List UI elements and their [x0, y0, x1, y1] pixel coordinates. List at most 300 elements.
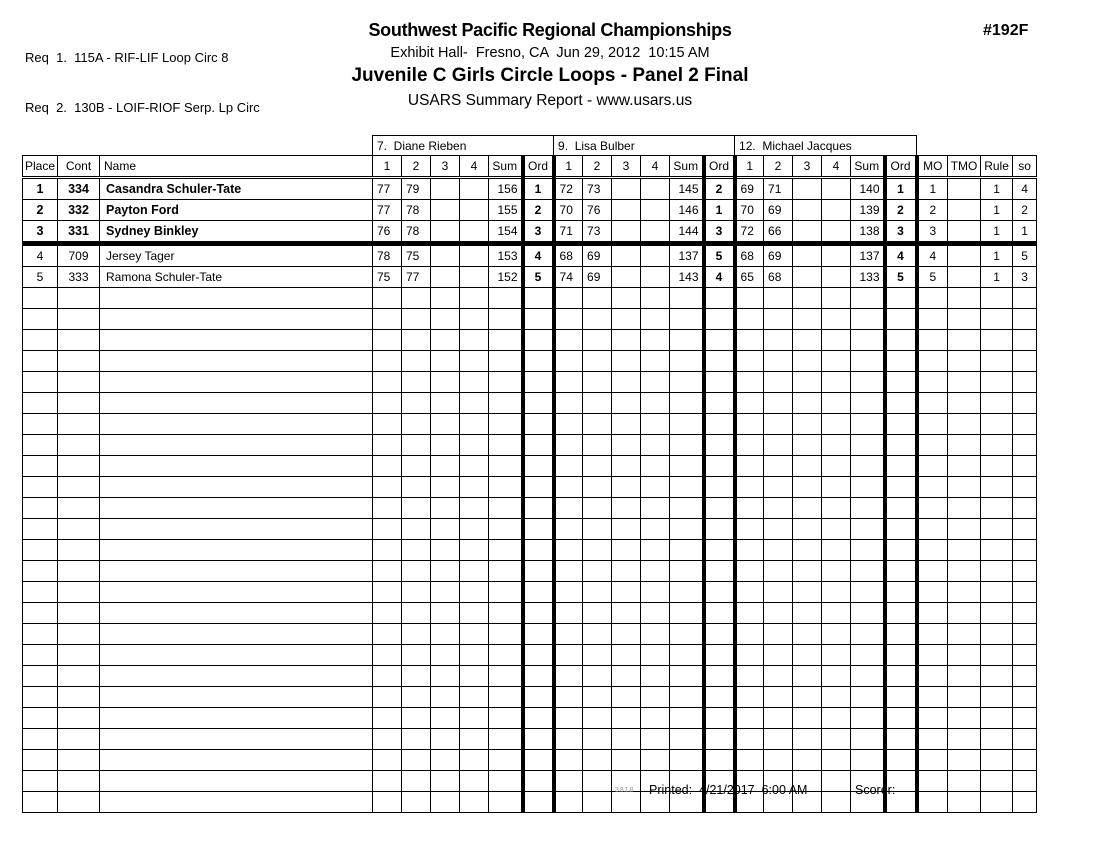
- cell-ord: 4: [523, 244, 554, 267]
- cell-rule: [981, 540, 1013, 561]
- cell-mo: [917, 414, 948, 435]
- cell-cont: [58, 687, 100, 708]
- cell-score: [373, 645, 402, 666]
- cell-mo: 1: [917, 178, 948, 200]
- cell-score: [583, 309, 612, 330]
- empty-row: [23, 708, 1037, 729]
- cell-name: [100, 456, 373, 477]
- cell-score: [612, 708, 641, 729]
- cell-score: [460, 561, 489, 582]
- cell-sum: 138: [851, 221, 885, 244]
- cell-ord: [885, 456, 917, 477]
- cell-ord: [523, 666, 554, 687]
- cell-score: [764, 435, 793, 456]
- cell-score: [822, 244, 851, 267]
- cell-ord: [704, 750, 735, 771]
- cell-score: [822, 771, 851, 792]
- cell-mo: [917, 498, 948, 519]
- cell-so: [1013, 792, 1037, 813]
- cell-sum: [489, 708, 523, 729]
- cell-score: [612, 178, 641, 200]
- cell-ord: 2: [885, 200, 917, 221]
- cell-ord: [704, 414, 735, 435]
- cell-score: [373, 603, 402, 624]
- cell-rule: [981, 288, 1013, 309]
- column-header-judge3-3: 3: [793, 156, 822, 178]
- cell-cont: [58, 351, 100, 372]
- column-header-name: Name: [100, 156, 373, 178]
- cell-score: [641, 288, 670, 309]
- empty-row: [23, 414, 1037, 435]
- cell-score: [822, 666, 851, 687]
- cell-sum: [670, 435, 704, 456]
- cell-score: [554, 414, 583, 435]
- cell-score: [793, 435, 822, 456]
- cell-sum: [851, 351, 885, 372]
- cell-name: Sydney Binkley: [100, 221, 373, 244]
- cell-score: [431, 178, 460, 200]
- cell-score: [373, 771, 402, 792]
- cell-sum: [851, 666, 885, 687]
- cell-score: [641, 178, 670, 200]
- cell-score: [431, 498, 460, 519]
- cell-place: [23, 519, 58, 540]
- cell-score: [822, 309, 851, 330]
- cell-sum: [670, 603, 704, 624]
- cell-score: [460, 309, 489, 330]
- cell-rule: [981, 498, 1013, 519]
- cell-score: [793, 288, 822, 309]
- cell-score: [641, 221, 670, 244]
- cell-sum: [489, 561, 523, 582]
- column-header-judge2-1: 1: [554, 156, 583, 178]
- cell-ord: [885, 666, 917, 687]
- column-header-judge3-1: 1: [735, 156, 764, 178]
- cell-ord: 1: [704, 200, 735, 221]
- cell-score: [822, 178, 851, 200]
- cell-place: [23, 687, 58, 708]
- cell-ord: [523, 540, 554, 561]
- cell-cont: [58, 771, 100, 792]
- cell-sum: [851, 414, 885, 435]
- cell-score: [822, 372, 851, 393]
- cell-sum: 155: [489, 200, 523, 221]
- cell-score: [402, 288, 431, 309]
- cell-ord: 5: [885, 267, 917, 288]
- cell-score: [641, 645, 670, 666]
- cell-place: [23, 561, 58, 582]
- cell-ord: [523, 330, 554, 351]
- empty-row: [23, 288, 1037, 309]
- column-header-judge2-ord: Ord: [704, 156, 735, 178]
- cell-score: [431, 561, 460, 582]
- cell-score: [822, 351, 851, 372]
- cell-score: [822, 477, 851, 498]
- cell-ord: [885, 687, 917, 708]
- cell-score: [764, 414, 793, 435]
- cell-score: [402, 624, 431, 645]
- cell-score: [735, 372, 764, 393]
- cell-place: 4: [23, 244, 58, 267]
- cell-score: [460, 582, 489, 603]
- cell-score: 69: [764, 200, 793, 221]
- cell-place: [23, 498, 58, 519]
- cell-cont: [58, 477, 100, 498]
- cell-score: 69: [583, 244, 612, 267]
- empty-row: [23, 519, 1037, 540]
- cell-score: [373, 456, 402, 477]
- cell-sum: [670, 519, 704, 540]
- cell-mo: [917, 792, 948, 813]
- column-header-rule: Rule: [981, 156, 1013, 178]
- cell-ord: [704, 624, 735, 645]
- judge-name-box-3: 12. Michael Jacques: [735, 136, 917, 156]
- cell-cont: [58, 603, 100, 624]
- cell-score: [612, 561, 641, 582]
- cell-sum: [670, 498, 704, 519]
- cell-score: [460, 519, 489, 540]
- cell-score: [641, 666, 670, 687]
- cell-sum: [670, 351, 704, 372]
- cell-cont: 332: [58, 200, 100, 221]
- cell-so: [1013, 603, 1037, 624]
- cell-score: [431, 729, 460, 750]
- cell-score: [735, 477, 764, 498]
- cell-score: [431, 393, 460, 414]
- cell-score: [764, 666, 793, 687]
- cell-score: [431, 244, 460, 267]
- cell-ord: [523, 309, 554, 330]
- cell-score: [764, 309, 793, 330]
- cell-score: [402, 729, 431, 750]
- cell-score: [431, 288, 460, 309]
- cell-score: [554, 792, 583, 813]
- cell-name: [100, 288, 373, 309]
- cell-cont: [58, 750, 100, 771]
- cell-score: [460, 435, 489, 456]
- cell-ord: [704, 603, 735, 624]
- cell-score: [402, 666, 431, 687]
- cell-sum: 152: [489, 267, 523, 288]
- cell-score: [554, 624, 583, 645]
- cell-score: [583, 582, 612, 603]
- cell-score: [793, 178, 822, 200]
- cell-so: [1013, 288, 1037, 309]
- cell-sum: 145: [670, 178, 704, 200]
- cell-tmo: [948, 456, 981, 477]
- cell-score: [431, 309, 460, 330]
- cell-score: [583, 729, 612, 750]
- cell-score: 76: [583, 200, 612, 221]
- cell-ord: [523, 624, 554, 645]
- judge-band-row: [23, 136, 1037, 156]
- cell-mo: [917, 582, 948, 603]
- cell-tmo: [948, 687, 981, 708]
- cell-score: [554, 372, 583, 393]
- cell-score: [764, 519, 793, 540]
- report-type-line: USARS Summary Report - www.usars.us: [407, 92, 693, 109]
- cell-mo: [917, 393, 948, 414]
- cell-sum: [851, 603, 885, 624]
- cell-so: 2: [1013, 200, 1037, 221]
- cell-score: [793, 393, 822, 414]
- cell-place: [23, 435, 58, 456]
- cell-score: [612, 519, 641, 540]
- cell-score: [764, 603, 793, 624]
- cell-ord: [885, 540, 917, 561]
- empty-row: [23, 729, 1037, 750]
- cell-score: [460, 244, 489, 267]
- cell-score: [764, 729, 793, 750]
- cell-tmo: [948, 351, 981, 372]
- column-header-so: so: [1013, 156, 1037, 178]
- cell-rule: [981, 708, 1013, 729]
- cell-score: 68: [735, 244, 764, 267]
- cell-mo: [917, 561, 948, 582]
- cell-score: [612, 540, 641, 561]
- cell-score: [822, 414, 851, 435]
- empty-row: [23, 456, 1037, 477]
- cell-score: [735, 414, 764, 435]
- cell-score: [402, 330, 431, 351]
- cell-ord: 3: [704, 221, 735, 244]
- cell-sum: [670, 414, 704, 435]
- cell-score: 69: [735, 178, 764, 200]
- cell-ord: [523, 519, 554, 540]
- cell-score: [554, 687, 583, 708]
- cell-rule: [981, 351, 1013, 372]
- cell-score: [583, 771, 612, 792]
- cell-sum: 137: [851, 244, 885, 267]
- cell-score: [583, 603, 612, 624]
- cell-sum: [670, 372, 704, 393]
- cell-name: [100, 729, 373, 750]
- cell-sum: 156: [489, 178, 523, 200]
- cell-score: [793, 498, 822, 519]
- empty-row: [23, 330, 1037, 351]
- cell-ord: [885, 498, 917, 519]
- cell-score: [402, 519, 431, 540]
- cell-cont: 333: [58, 267, 100, 288]
- empty-row: [23, 561, 1037, 582]
- cell-score: [764, 456, 793, 477]
- cell-score: [641, 477, 670, 498]
- cell-mo: [917, 645, 948, 666]
- cell-score: [793, 582, 822, 603]
- cell-score: [431, 200, 460, 221]
- cell-sum: [489, 288, 523, 309]
- cell-place: [23, 477, 58, 498]
- cell-score: [583, 687, 612, 708]
- cell-rule: [981, 477, 1013, 498]
- column-header-tmo: TMO: [948, 156, 981, 178]
- cell-sum: 139: [851, 200, 885, 221]
- cell-rule: 1: [981, 221, 1013, 244]
- cell-score: [735, 750, 764, 771]
- cell-tmo: [948, 792, 981, 813]
- cell-mo: [917, 729, 948, 750]
- cell-place: [23, 792, 58, 813]
- empty-row: [23, 666, 1037, 687]
- cell-ord: [523, 645, 554, 666]
- cell-score: [460, 178, 489, 200]
- cell-score: [641, 624, 670, 645]
- cell-so: [1013, 645, 1037, 666]
- cell-name: Payton Ford: [100, 200, 373, 221]
- cell-ord: [885, 645, 917, 666]
- cell-sum: [489, 582, 523, 603]
- cell-score: [460, 267, 489, 288]
- cell-score: [793, 561, 822, 582]
- cell-ord: [523, 771, 554, 792]
- cell-rule: [981, 519, 1013, 540]
- cell-score: [822, 519, 851, 540]
- cell-name: [100, 666, 373, 687]
- cell-score: [583, 477, 612, 498]
- cell-ord: [704, 372, 735, 393]
- empty-row: [23, 624, 1037, 645]
- cell-score: [431, 645, 460, 666]
- cell-mo: [917, 519, 948, 540]
- column-header-judge1-ord: Ord: [523, 156, 554, 178]
- cell-sum: 146: [670, 200, 704, 221]
- cell-score: [793, 519, 822, 540]
- cell-so: [1013, 666, 1037, 687]
- column-header-row: [23, 156, 1037, 178]
- cell-score: [612, 372, 641, 393]
- cell-mo: 3: [917, 221, 948, 244]
- cell-score: [402, 645, 431, 666]
- cell-score: [641, 330, 670, 351]
- cell-score: [554, 561, 583, 582]
- cell-score: [402, 582, 431, 603]
- cell-score: [431, 771, 460, 792]
- cell-score: [641, 687, 670, 708]
- cell-ord: [885, 624, 917, 645]
- cell-name: Ramona Schuler-Tate: [100, 267, 373, 288]
- cell-tmo: [948, 624, 981, 645]
- cell-score: [793, 456, 822, 477]
- cell-sum: [489, 687, 523, 708]
- cell-place: [23, 771, 58, 792]
- cell-sum: [670, 540, 704, 561]
- cell-tmo: [948, 750, 981, 771]
- cell-score: [583, 645, 612, 666]
- cell-so: [1013, 393, 1037, 414]
- cell-score: [554, 477, 583, 498]
- cell-sum: [489, 792, 523, 813]
- cell-score: [764, 624, 793, 645]
- venue-date-line: Exhibit Hall- Fresno, CA Jun 29, 2012 10:15 AM: [390, 45, 710, 61]
- cell-ord: 3: [885, 221, 917, 244]
- empty-row: [23, 477, 1037, 498]
- cell-score: [431, 792, 460, 813]
- req-line-2: Req 2. 130B - LOIF-RIOF Serp. Lp Circ: [25, 99, 260, 115]
- cell-score: [373, 288, 402, 309]
- cell-score: [822, 561, 851, 582]
- cell-place: [23, 645, 58, 666]
- cell-sum: [851, 561, 885, 582]
- cell-ord: [885, 708, 917, 729]
- cell-cont: [58, 792, 100, 813]
- cell-score: [793, 351, 822, 372]
- cell-score: 78: [402, 221, 431, 244]
- cell-score: 77: [402, 267, 431, 288]
- cell-rule: 1: [981, 267, 1013, 288]
- cell-score: [583, 519, 612, 540]
- cell-ord: [885, 330, 917, 351]
- cell-score: [612, 666, 641, 687]
- cell-score: 78: [373, 244, 402, 267]
- cell-score: [641, 244, 670, 267]
- cell-ord: [523, 582, 554, 603]
- cell-score: [641, 498, 670, 519]
- cell-cont: [58, 435, 100, 456]
- cell-so: [1013, 624, 1037, 645]
- cell-mo: 4: [917, 244, 948, 267]
- cell-sum: [670, 330, 704, 351]
- cell-cont: [58, 624, 100, 645]
- cell-score: [612, 582, 641, 603]
- column-header-judge2-3: 3: [612, 156, 641, 178]
- cell-score: 65: [735, 267, 764, 288]
- cell-score: [402, 435, 431, 456]
- cell-score: [583, 750, 612, 771]
- cell-sum: [489, 330, 523, 351]
- cell-score: [793, 330, 822, 351]
- cell-sum: [851, 645, 885, 666]
- cell-score: [402, 498, 431, 519]
- cell-name: [100, 519, 373, 540]
- cell-name: [100, 372, 373, 393]
- cell-score: [554, 771, 583, 792]
- cell-score: [554, 666, 583, 687]
- cell-score: [822, 330, 851, 351]
- cell-score: [460, 645, 489, 666]
- cell-rule: [981, 750, 1013, 771]
- cell-score: [431, 267, 460, 288]
- cell-score: [793, 540, 822, 561]
- cell-so: [1013, 351, 1037, 372]
- cell-place: [23, 309, 58, 330]
- cell-score: [373, 414, 402, 435]
- cell-score: [735, 729, 764, 750]
- cell-sum: [670, 645, 704, 666]
- cell-place: [23, 456, 58, 477]
- cell-score: [612, 477, 641, 498]
- cell-score: [373, 435, 402, 456]
- cell-rule: [981, 372, 1013, 393]
- cell-score: [402, 792, 431, 813]
- column-header-place: Place: [23, 156, 58, 178]
- cell-score: [793, 729, 822, 750]
- cell-so: [1013, 687, 1037, 708]
- column-header-judge2-sum: Sum: [670, 156, 704, 178]
- cell-sum: [489, 351, 523, 372]
- cell-name: [100, 750, 373, 771]
- cell-score: [460, 771, 489, 792]
- cell-score: [612, 729, 641, 750]
- event-number: #192F: [983, 22, 1029, 39]
- cell-ord: [704, 498, 735, 519]
- cell-tmo: [948, 771, 981, 792]
- cell-place: 3: [23, 221, 58, 244]
- cell-score: [793, 645, 822, 666]
- cell-score: [822, 708, 851, 729]
- column-header-judge2-4: 4: [641, 156, 670, 178]
- cell-sum: [670, 729, 704, 750]
- cell-score: [554, 309, 583, 330]
